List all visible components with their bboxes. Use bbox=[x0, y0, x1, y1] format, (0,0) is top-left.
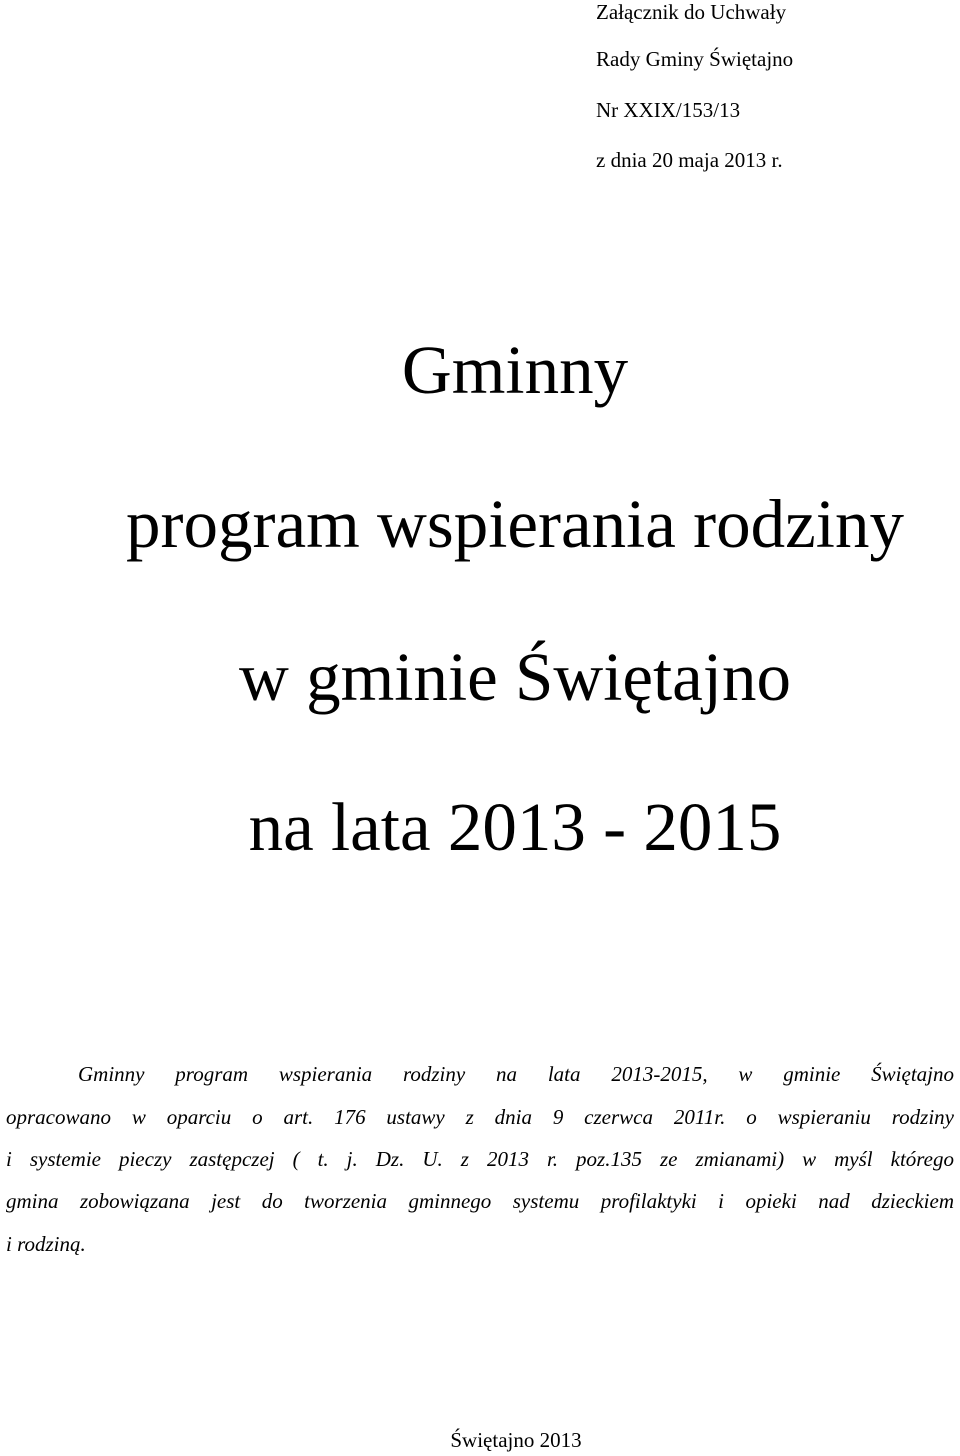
attachment-line-1: Załącznik do Uchwały bbox=[596, 0, 787, 24]
intro-line-1: Gminny program wspierania rodziny na lata 2013-2015, w gminie Świętajno bbox=[78, 1062, 954, 1086]
attachment-line-3: Nr XXIX/153/13 bbox=[596, 98, 741, 122]
intro-line-3: i systemie pieczy zastępczej ( t. j. Dz. U. z 2013 r. poz.135 ze zmianami) w myśl którego bbox=[6, 1147, 954, 1171]
title-line-2: program wspierania rodziny bbox=[126, 486, 904, 562]
intro-line-4: gmina zobowiązana jest do tworzenia gminnego systemu profilaktyki i opieki nad dzieckiem bbox=[6, 1189, 954, 1213]
place-and-year: Świętajno 2013 bbox=[450, 1428, 582, 1452]
title-line-1: Gminny bbox=[401, 332, 629, 408]
title-line-4: na lata 2013 - 2015 bbox=[248, 789, 782, 865]
title-line-3: w gminie Świętajno bbox=[239, 639, 791, 715]
intro-line-2: opracowano w oparciu o art. 176 ustawy z dnia 9 czerwca 2011r. o wspieraniu rodziny bbox=[6, 1105, 954, 1129]
attachment-line-2: Rady Gminy Świętajno bbox=[596, 47, 794, 71]
attachment-line-4: z dnia 20 maja 2013 r. bbox=[596, 148, 783, 172]
intro-line-5: i rodziną. bbox=[6, 1232, 86, 1256]
